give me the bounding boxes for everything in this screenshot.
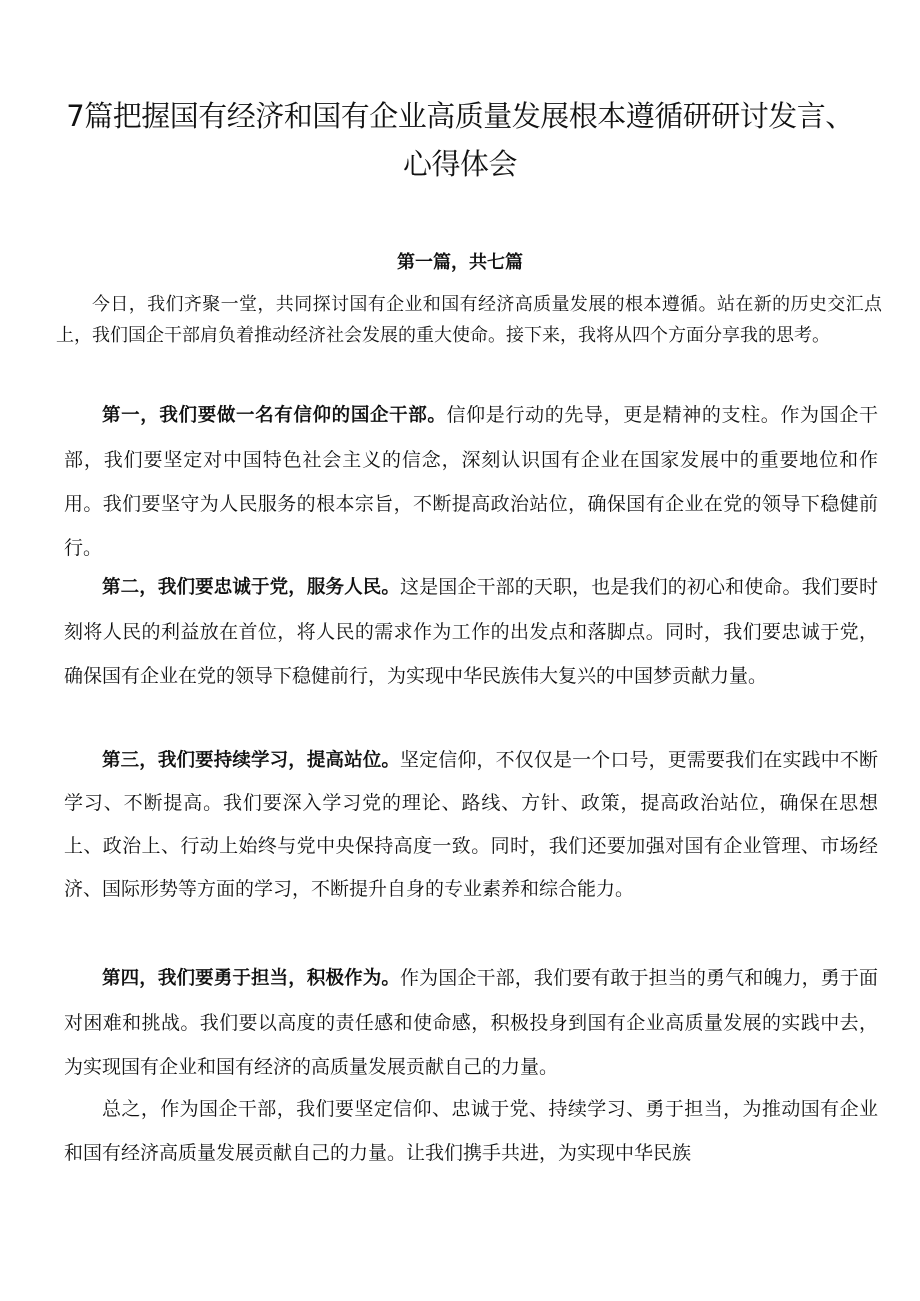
intro-paragraph: 今日，我们齐聚一堂，共同探讨国有企业和国有经济高质量发展的根本遵循。站在新的历史交汇点上，我们国企干部肩负着推动经济社会发展的重大使命。接下来，我将从四个方面分享我的思考。 [56,294,882,346]
paragraph-body: 作为国企干部，我们要有敢于担当的勇气和魄力，勇于面对困难和挑战。我们要以高度的责任感和使命感，积极投身到国有企业高质量发展的实践中去，为实现国有企业和国有经济的高质量发展贡献自己的力量。 [64,967,878,1078]
paragraph-lead: 第四，我们要勇于担当，积极作为。 [102,968,400,989]
paragraph-body: 信仰是行动的先导，更是精神的支柱。作为国企干部，我们要坚定对中国特色社会主义的信念，深刻认识国有企业在国家发展中的重要地位和作用。我们要坚守为人民服务的根本宗旨，不断提高政治站位，确保国有企业在党的领导下稳健前行。 [64,404,878,559]
document-title: 7篇把握国有经济和国有企业高质量发展根本遵循研研讨发言、心得体会 [66,99,854,181]
paragraph-third [64,739,878,911]
paragraph-lead: 第二，我们要忠诚于党，服务人民。 [102,577,400,598]
paragraph-second [64,565,878,698]
paragraph-body: 这是国企干部的天职，也是我们的初心和使命。我们要时刻将人民的利益放在首位，将人民的需求作为工作的出发点和落脚点。同时，我们要忠诚于党，确保国有企业在党的领导下稳健前行，为实现中华民族伟大复兴的中国梦贡献力量。 [64,576,878,687]
paragraph-lead: 第三，我们要持续学习，提高站位。 [102,750,400,771]
paragraph-first [64,393,878,570]
paragraph-fourth [64,956,878,1089]
section-count-heading: 第一篇，共七篇 [397,252,523,273]
paragraph-body: 坚定信仰，不仅仅是一个口号，更需要我们在实践中不断学习、不断提高。我们要深入学习党的理论、路线、方针、政策，提高政治站位，确保在思想上、政治上、行动上始终与党中央保持高度一致。同时，我们还要加强对国有企业管理、市场经济、国际形势等方面的学习，不断提升自身的专业素养和综合能力。 [64,749,878,900]
paragraph-lead: 第一，我们要做一名有信仰的国企干部。 [102,405,447,426]
conclusion-paragraph: 总之，作为国企干部，我们要坚定信仰、忠诚于党、持续学习、勇于担当，为推动国有企业和国有经济高质量发展贡献自己的力量。让我们携手共进，为实现中华民族 [64,1098,878,1164]
